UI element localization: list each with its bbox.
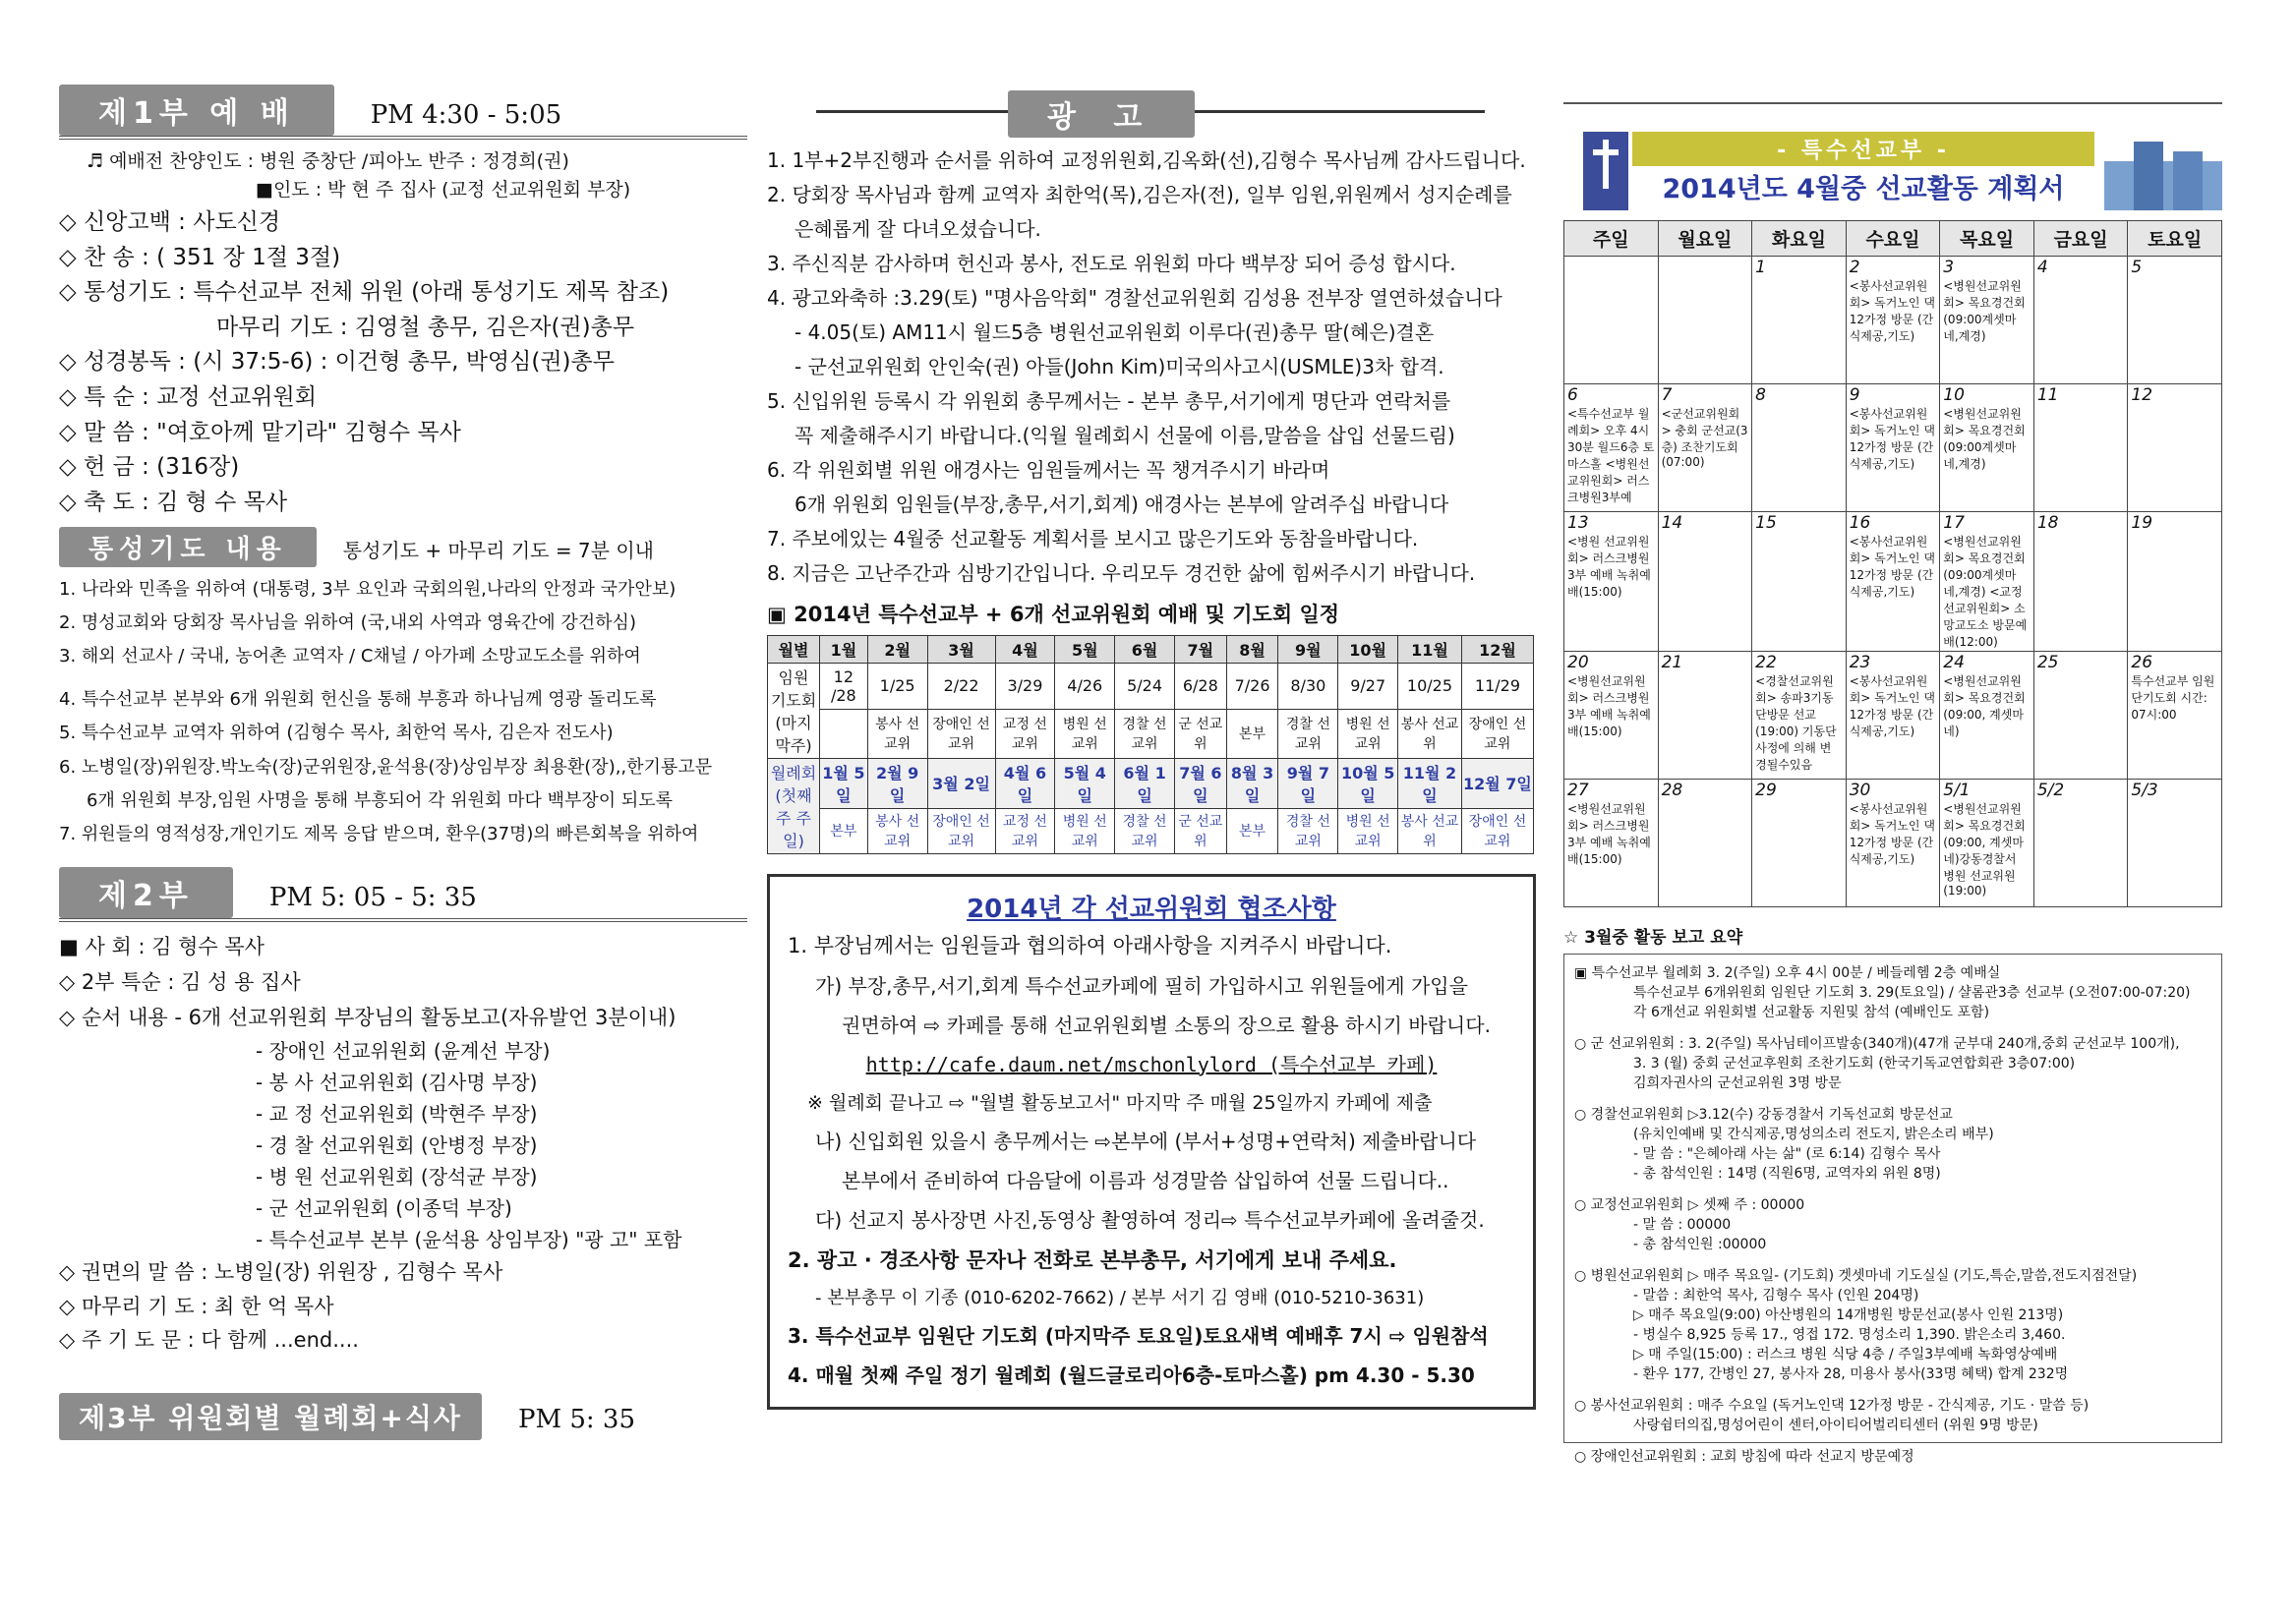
ad-item: 6. 각 위원회별 위원 애경사는 임원들께서는 꼭 챙겨주시기 바라며: [767, 458, 1330, 482]
summary-line: ○ 병원선교위원회 ▷ 매주 목요일- (기도회) 겟셋마네 기도실실 (기도,특순,말씀,전도지점전달): [1574, 1268, 2138, 1284]
calendar-date: 1: [1755, 258, 1766, 277]
benediction-line: ◇ 축 도 : 김 형 수 목사: [59, 490, 288, 515]
calendar-date: 5/3: [2131, 781, 2158, 800]
calendar-date: 14: [1661, 513, 1683, 533]
calendar-date: 30: [1849, 781, 1871, 800]
prayer-list: [59, 573, 747, 852]
schedule-monthly-date: 10월 5일: [1338, 758, 1398, 809]
schedule-title: ▣ 2014년 특수선교부 + 6개 선교위원회 예배 및 기도회 일정: [767, 603, 1340, 626]
calendar-week-row: [1564, 384, 2222, 512]
calendar-date: 5/2: [2036, 781, 2065, 800]
calendar-date: 10: [1943, 385, 1965, 405]
ad-item: - 군선교위원회 안인숙(권) 아들(John Kim)미국의사고시(USMLE)3차 합격.: [795, 355, 1444, 378]
committee-item: - 장애인 선교위원회 (윤계선 부장): [256, 1039, 551, 1064]
summary-line: 사랑쉼터의집,명성어린이 센터,아이티어벌리티센터 (위원 9명 방문): [1633, 1418, 2038, 1433]
sermon-line: ◇ 말 씀 : "여호아께 맡기라" 김형수 목사: [59, 419, 461, 445]
coop-item: 1. 부장님께서는 임원들과 협의하여 아래사항을 지켜주시 바랍니다.: [788, 933, 1392, 957]
schedule-prayer-date: 2/22: [927, 663, 995, 709]
prayer-title: 통성기도 내용: [59, 527, 317, 567]
schedule-prayer-committee: 경찰 선교위: [1278, 709, 1338, 758]
coop-item: - 본부총무 이 기종 (010-6202-7662) / 본부 서기 김 영배 (010-5210-3631): [815, 1287, 1425, 1308]
part2-title: 제2부: [59, 867, 233, 918]
schedule-prayer-date: 12 /28: [820, 663, 868, 709]
calendar-cell: [1846, 652, 1940, 780]
summary-line: - 환우 177, 간병인 27, 봉사자 28, 미용사 봉사(33명 혜택) 합계 232명: [1633, 1366, 2069, 1382]
calendar-cell: [1752, 780, 1847, 907]
calendar-header-row: [1564, 221, 2222, 257]
summary-item: [1574, 1395, 2211, 1434]
calendar-date: 18: [2036, 513, 2059, 533]
calendar-cell: [1940, 780, 2034, 907]
calendar-date: 6: [1567, 385, 1578, 405]
calendar-title: 2014년도 4월중 선교활동 계획서: [1662, 174, 2065, 204]
schedule-header-label: 월별: [768, 635, 820, 663]
schedule-monthly-date: 12월 7일: [1461, 758, 1533, 809]
schedule-monthly-committee: 병원 선교위: [1338, 809, 1398, 853]
calendar-date: 5: [2131, 258, 2143, 277]
calendar-day-header: 월요일: [1658, 221, 1752, 257]
calendar-event: <병원선교위원회> 목요경건회 (09:00계셋마네,계경): [1943, 407, 2026, 471]
calendar-date: 11: [2036, 385, 2059, 405]
summary-item: [1574, 1104, 2211, 1183]
calendar-date: 21: [1661, 653, 1683, 672]
schedule-prayer-date: 8/30: [1278, 663, 1338, 709]
calendar-cell: [1564, 780, 1659, 907]
scripture-line: ◇ 성경봉독 : (시 37:5-6) : 이건형 총무, 박영심(권)총무: [59, 349, 615, 376]
schedule-monthly-committee: 봉사 선교위: [1398, 809, 1462, 853]
summary-item: [1574, 1446, 2211, 1466]
calendar-date: 27: [1567, 781, 1589, 800]
calendar-cell: [1752, 512, 1847, 652]
column-middle: [767, 0, 1544, 1623]
calendar-event: <병원선교위원회> 러스크병원 3부 예배 녹취예배(15:00): [1567, 674, 1651, 738]
calendar-date: 3: [1943, 258, 1955, 277]
calendar-date: 24: [1943, 653, 1965, 672]
calendar-cell: [2128, 780, 2222, 907]
schedule-monthly-date: 3월 2일: [927, 758, 995, 809]
calendar-date: 23: [1849, 653, 1871, 672]
calendar-event: 특수선교부 임원단기도회 시간: 07시:00: [2131, 674, 2215, 722]
calendar-date: 2: [1849, 258, 1860, 277]
summary-line: - 총 참석인원 :00000: [1633, 1237, 1767, 1252]
schedule-month: 1월: [820, 635, 868, 663]
schedule-prayer-committee: 경찰 선교위: [1115, 709, 1175, 758]
calendar-week-row: [1564, 652, 2222, 780]
summary-line: (유치인예배 및 간식제공,명성의소리 전도지, 밝은소리 배부): [1633, 1127, 1994, 1142]
summary-line: ○ 장애인선교위원회 : 교회 방침에 따라 선교지 방문예정: [1574, 1449, 1914, 1465]
coop-list: [788, 925, 1515, 1395]
calendar-cell: [1564, 384, 1659, 512]
calendar-cell: [1658, 512, 1752, 652]
part1-header: [59, 85, 747, 140]
schedule-prayer-committee: 봉사 선교위: [1398, 709, 1462, 758]
calendar-day-header: 금요일: [2033, 221, 2128, 257]
final-prayer-line: ◇ 마무리 기 도 : 최 한 억 목사: [59, 1294, 334, 1318]
schedule-monthly-committee: 병원 선교위: [1055, 809, 1115, 853]
summary-item: [1574, 1265, 2211, 1383]
coop-title: 2014년 각 선교위원회 협조사항: [967, 894, 1336, 924]
calendar-event: <봉사선교위원회> 독거노인 댁 12가정 방문 (간식제공,기도): [1849, 802, 1935, 866]
part1-title: 제1부 예 배: [59, 85, 334, 136]
summary-item: [1574, 1033, 2211, 1092]
coop-item: 본부에서 준비하여 다음달에 이름과 성경말씀 삽입하여 선물 드립니다..: [842, 1168, 1449, 1192]
calendar-day-header: 목요일: [1940, 221, 2034, 257]
calendar-cell: [2033, 384, 2128, 512]
schedule-prayer-committee: [820, 709, 868, 758]
summary-line: 특수선교부 6개위원회 임원단 기도회 3. 29(토요일) / 샬롬관3층 선교부 (오전07:00-07:20): [1633, 985, 2191, 1001]
schedule-header-row: [768, 635, 1534, 663]
schedule-prayer-committee: 병원 선교위: [1055, 709, 1115, 758]
committee-item: - 병 원 선교위원회 (장석균 부장): [256, 1165, 538, 1189]
calendar-cell: [2033, 257, 2128, 384]
special-line: ◇ 특 순 : 교정 선교위원회: [59, 384, 317, 411]
committee-item: - 교 정 선교위원회 (박현주 부장): [256, 1102, 538, 1127]
summary-box: [1563, 954, 2222, 1465]
calendar-cell: [2033, 780, 2128, 907]
schedule-prayer-committee: 교정 선교위: [995, 709, 1055, 758]
calendar-cell: [2128, 384, 2222, 512]
summary-line: ▷ 매주 목요일(9:00) 아산병원의 14개병원 방문선교(봉사 인원 213명): [1633, 1307, 2064, 1323]
prayer-item: 7. 위원들의 영적성장,개인기도 제목 응답 받으며, 환우(37명)의 빠른회복을 위하여: [59, 823, 699, 844]
calendar-cell: [1658, 384, 1752, 512]
prayer-item: 6. 노병일(장)위원장.박노숙(장)군위원장,윤석용(장)상임부장 최용환(장),,한기룡고문: [59, 756, 713, 778]
coop-item: 나) 신입회원 있을시 총무께서는 ⇨본부에 (부서+성명+연락처) 제출바랍니다: [815, 1129, 1477, 1153]
calendar-cell: [2128, 652, 2222, 780]
schedule-monthly-committee: 경찰 선교위: [1115, 809, 1175, 853]
schedule-monthly-committee: 장애인 선교위: [927, 809, 995, 853]
calendar-cell: [2128, 257, 2222, 384]
creed-line: ◇ 신앙고백 : 사도신경: [59, 208, 281, 235]
schedule-monthly-committee: 장애인 선교위: [1461, 809, 1533, 853]
schedule-prayer-committee: 군 선교위: [1174, 709, 1226, 758]
calendar-event: <병원선교위원회> 목요경건회 (09:00, 계셋마네)강동경찰서 병원 선교위원 (19:00): [1943, 802, 2026, 898]
column-left: [59, 0, 747, 1623]
summary-line: 3. 3 (월) 중회 군선교후원회 조찬기도회 (한국기독교연합회관 3층07:00): [1633, 1056, 2076, 1072]
schedule-month: 4월: [995, 635, 1055, 663]
calendar-event: <병원선교위원회> 러스크병원 3부 예배 녹취예배(15:00): [1567, 802, 1651, 866]
ad-item: 꼭 제출해주시기 바랍니다.(익월 월례회시 선물에 이름,말씀을 삽입 선물드림): [795, 424, 1455, 447]
committee-item: - 특수선교부 본부 (윤석용 상임부장) "광 고" 포함: [256, 1228, 682, 1252]
ad-item: 은혜롭게 잘 다녀오셨습니다.: [795, 217, 1041, 241]
coop-item: 4. 매월 첫째 주일 정기 월례회 (월드글로리아6층-토마스홀) pm 4.30 - 5.30: [788, 1362, 1475, 1387]
ads-header: [767, 90, 1544, 135]
lords-prayer-line: ◇ 주 기 도 문 : 다 함께 ...end....: [59, 1328, 359, 1353]
schedule-prayer-committee: 병원 선교위: [1338, 709, 1398, 758]
summary-item: [1574, 962, 2211, 1021]
calendar-date: 25: [2036, 653, 2059, 672]
schedule-prayer-date: 7/26: [1226, 663, 1278, 709]
calendar-cell: [2033, 652, 2128, 780]
schedule-month: 12월: [1461, 635, 1533, 663]
calendar-event: <병원선교위원회> 목요경건회 (09:00계셋마네,계경) <교정선교위원회> 소망교도소 방문예배(12:00): [1943, 535, 2028, 649]
schedule-month: 2월: [867, 635, 927, 663]
schedule-monthly-date: 4월 6일: [995, 758, 1055, 809]
part3-header: [59, 1393, 747, 1440]
schedule-month: 7월: [1174, 635, 1226, 663]
schedule-month: 10월: [1338, 635, 1398, 663]
calendar-date: 8: [1755, 385, 1766, 405]
ad-item: 6개 위원회 임원들(부장,총무,서기,회계) 애경사는 본부에 알려주십 바랍니다: [795, 493, 1449, 516]
schedule-prayer-committee: 본부: [1226, 709, 1278, 758]
calendar-event: <경찰선교위원회> 송파3기동단방문 선교(19:00) 기동단 사정에 의해 변경될수있음: [1755, 674, 1837, 772]
host-line: ■ 사 회 : 김 형수 목사: [59, 935, 265, 959]
ad-item: 1. 1부+2부진행과 순서를 위하여 교정위원회,김옥화(선),김형수 목사님께 감사드립니다.: [767, 148, 1526, 172]
summary-title: ☆ 3월중 활동 보고 요약: [1563, 928, 1743, 948]
calendar-cell: [1564, 257, 1659, 384]
schedule-month: 5월: [1055, 635, 1115, 663]
content-line: ◇ 순서 내용 - 6개 선교위원회 부장님의 활동보고(자유발언 3분이내): [59, 1005, 677, 1029]
schedule-prayer-date: 4/26: [1055, 663, 1115, 709]
schedule-prayer-committee: 장애인 선교위: [927, 709, 995, 758]
schedule-monthly-date: 6월 1일: [1115, 758, 1175, 809]
calendar-cell: [1846, 257, 1940, 384]
calendar-table: [1563, 220, 2222, 907]
prayer-line: ◇ 통성기도 : 특수선교부 전체 위원 (아래 통성기도 제목 참조): [59, 279, 670, 306]
prayer-item: 6개 위원회 부장,임원 사명을 통해 부흥되어 각 위원회 마다 백부장이 되도록: [87, 789, 674, 811]
schedule-month: 11월: [1398, 635, 1462, 663]
cafe-link[interactable]: http://cafe.daum.net/mschonlylord (특수선교부 카페): [865, 1052, 1438, 1076]
schedule-month: 9월: [1278, 635, 1338, 663]
schedule-monthly-committee: 본부: [820, 809, 868, 853]
coop-item: ※ 월례회 끝나고 ⇨ "월별 활동보고서" 마지막 주 매월 25일까지 카페에 제출: [807, 1091, 1433, 1114]
calendar-event: <봉사선교위원회> 독거노인 댁 12가정 방문 (간식제공,기도): [1849, 407, 1935, 471]
prayer-item: 4. 특수선교부 본부와 6개 위원회 헌신을 통해 부흥과 하나님께 영광 돌리도록: [59, 689, 657, 711]
ad-item: 4. 광고와축하 :3.29(토) "명사음악회" 경찰선교위원회 김성용 전부장 열연하셨습니다: [767, 286, 1502, 310]
church-icon: [2104, 132, 2222, 210]
calendar-cell: [1658, 652, 1752, 780]
summary-line: ○ 봉사선교위원회 : 매주 수요일 (독거노인댁 12가정 방문 - 간식제공, 기도 · 말씀 등): [1574, 1398, 2090, 1414]
calendar-date: 7: [1661, 385, 1673, 405]
summary-line: ▣ 특수선교부 월례회 3. 2(주일) 오후 4시 00분 / 베들레헴 2층 예배실: [1574, 965, 2001, 981]
schedule-monthly-date: 5월 4일: [1055, 758, 1115, 809]
schedule-monthly-committee: 봉사 선교위: [867, 809, 927, 853]
calendar-day-header: 수요일: [1846, 221, 1940, 257]
calendar-cell: [1940, 257, 2034, 384]
cross-icon: [1583, 132, 1628, 210]
calendar-cell: [1940, 384, 2034, 512]
schedule-monthly-committee: 본부: [1226, 809, 1278, 853]
schedule-monthly-date: 2월 9일: [867, 758, 927, 809]
ad-item: 5. 신입위원 등록시 각 위원회 총무께서는 - 본부 총무,서기에게 명단과 연락처를: [767, 389, 1451, 413]
schedule-prayer-date: 1/25: [867, 663, 927, 709]
calendar-event: <특수선교부 월례회> 오후 4시30분 월드6층 토마스홀 <병원선교위원회> 러스크병원3부예: [1567, 407, 1655, 504]
calendar-header: [1563, 132, 2222, 220]
summary-line: ○ 군 선교위원회 : 3. 2(주일) 목사님테이프발송(340개)(47개 군부대 240개,중회 군선교부 100개),: [1574, 1036, 2180, 1052]
part2-header: [59, 867, 747, 922]
calendar-cell: [1658, 780, 1752, 907]
schedule-monthly-date: 7월 6일: [1174, 758, 1226, 809]
calendar-cell: [1752, 384, 1847, 512]
schedule-monthly-date: 9월 7일: [1278, 758, 1338, 809]
calendar-date: 16: [1849, 513, 1871, 533]
calendar-cell: [1752, 257, 1847, 384]
schedule-prayer-date: 9/27: [1338, 663, 1398, 709]
column-right: [1563, 0, 2222, 1623]
schedule-row-monthly-committee: [768, 809, 1534, 853]
ads-list: [767, 144, 1544, 591]
calendar-date: 20: [1567, 653, 1589, 672]
offering-line: ◇ 헌 금 : (316장): [59, 454, 240, 481]
calendar-date: 26: [2131, 653, 2153, 672]
committee-item: - 봉 사 선교위원회 (김사명 부장): [256, 1071, 538, 1095]
calendar-date: 5/1: [1943, 781, 1971, 800]
coop-item: 3. 특수선교부 임원단 기도회 (마지막주 토요일)토요새벽 예배후 7시 ⇨ 임원참석: [788, 1323, 1489, 1348]
calendar-date: 28: [1661, 781, 1683, 800]
summary-line: ○ 교정선교위원회 ▷ 셋째 주 : 00000: [1574, 1197, 1805, 1213]
calendar-cell: [1940, 652, 2034, 780]
schedule-monthly-committee: 교정 선교위: [995, 809, 1055, 853]
calendar-date: 22: [1755, 653, 1777, 672]
ad-item: - 4.05(토) AM11시 월드5층 병원선교위원회 이루다(권)총무 딸(혜은)결혼: [795, 320, 1435, 344]
prayer-item: 1. 나라와 민족을 위하여 (대통령, 3부 요인과 국회의원,나라의 안정과 국가안보): [59, 578, 677, 600]
calendar-event: <병원선교위원회> 목요경건회 (09:00, 계셋마네): [1943, 674, 2026, 738]
part3-time: PM 5: 35: [517, 1405, 635, 1435]
calendar-cell: [1658, 257, 1752, 384]
calendar-date: 13: [1567, 513, 1589, 533]
calendar-week-row: [1564, 512, 2222, 652]
calendar-cell: [1940, 512, 2034, 652]
schedule-monthly-date: 11월 2일: [1398, 758, 1462, 809]
coop-item: 다) 선교지 봉사장면 사진,동영상 촬영하여 정리⇨ 특수선교부카페에 올려줄것.: [815, 1207, 1485, 1232]
coop-item: 2. 광고 · 경조사항 문자나 전화로 본부총무, 서기에게 보내 주세요.: [788, 1247, 1397, 1272]
prayer-item: 2. 명성교회와 당회장 목사님을 위하여 (국,내외 사역과 영육간에 강건하심): [59, 611, 636, 633]
calendar-date: 17: [1943, 513, 1965, 533]
prayer-header: [59, 527, 747, 567]
summary-line: 김희자권사의 군선교위원 3명 방문: [1633, 1075, 1842, 1091]
schedule-monthly-committee: 군 선교위: [1174, 809, 1226, 853]
calendar-cell: [1564, 652, 1659, 780]
committee-item: - 경 찰 선교위원회 (안병정 부장): [256, 1133, 538, 1158]
schedule-monthly-committee: 경찰 선교위: [1278, 809, 1338, 853]
calendar-date: 9: [1849, 385, 1860, 405]
ad-item: 2. 당회장 목사님과 함께 교역자 최한억(목),김은자(전), 일부 임원,위원께서 성지순례를: [767, 183, 1512, 206]
schedule-prayer-date: 6/28: [1174, 663, 1226, 709]
part2-time: PM 5: 05 - 5: 35: [268, 883, 477, 913]
calendar-event: <군선교위원회> 충회 군선교(3층) 조찬기도회(07:00): [1661, 407, 1748, 469]
calendar-date: 15: [1755, 513, 1777, 533]
calendar-date: 29: [1755, 781, 1777, 800]
schedule-prayer-committee: 봉사 선교위: [867, 709, 927, 758]
calendar-week-row: [1564, 780, 2222, 907]
committee-item: - 군 선교위원회 (이종덕 부장): [256, 1196, 512, 1221]
calendar-event: <봉사선교위원회> 독거노인 댁 12가정 방문 (간식제공,기도): [1849, 535, 1935, 599]
coop-item: 가) 부장,총무,서기,회계 특수선교카페에 필히 가입하시고 위원들에게 가입을: [815, 973, 1468, 998]
calendar-day-header: 토요일: [2128, 221, 2222, 257]
schedule-month: 8월: [1226, 635, 1278, 663]
schedule-prayer-date: 5/24: [1115, 663, 1175, 709]
coop-box: [767, 874, 1536, 1410]
schedule-prayer-date: 10/25: [1398, 663, 1462, 709]
calendar-date: 19: [2131, 513, 2153, 533]
summary-line: 각 6개선교 위원회별 선교활동 지원및 참석 (예배인도 포함): [1633, 1005, 1990, 1020]
calendar-week-row: [1564, 257, 2222, 384]
part1-time: PM 4:30 - 5:05: [370, 100, 562, 130]
coop-item: 권면하여 ⇨ 카페를 통해 선교위원회별 소통의 장으로 활용 하시기 바랍니다.: [842, 1013, 1491, 1037]
ad-item: 8. 지금은 고난주간과 심방기간입니다. 우리모두 경건한 삶에 힘써주시기 바랍니다.: [767, 561, 1476, 585]
calendar-day-header: 주일: [1564, 221, 1659, 257]
summary-line: - 병실수 8,925 등록 17., 영접 172. 명성소리 1,390. 밝은소리 3,460.: [1633, 1327, 2066, 1343]
calendar-cell: [2033, 512, 2128, 652]
part2-order: [59, 930, 747, 1358]
prayer-item: 3. 해외 선교사 / 국내, 농어촌 교역자 / C채널 / 아가페 소망교도소를 위하여: [59, 646, 641, 667]
schedule-prayer-committee: 장애인 선교위: [1461, 709, 1533, 758]
calendar-event: <봉사선교위원회> 독거노인 댁 12가정 방문 (간식제공,기도): [1849, 674, 1935, 738]
part1-order: [59, 147, 747, 521]
prayer-note: 통성기도 + 마무리 기도 = 7분 이내: [342, 538, 654, 562]
schedule-prayer-date: 3/29: [995, 663, 1055, 709]
calendar-date: 12: [2131, 385, 2153, 405]
schedule-monthly-date: 8월 3일: [1226, 758, 1278, 809]
schedule-monthly-label: 월례회 (첫째 주 주일): [768, 758, 820, 853]
summary-line: ○ 경찰선교위원회 ▷3.12(수) 강동경찰서 기독선교회 방문선교: [1574, 1107, 1953, 1123]
summary-line: - 말 씀 : "은혜아래 사는 삶" (로 6:14) 김형수 목사: [1633, 1146, 1941, 1162]
calendar-date: 4: [2036, 258, 2048, 277]
calendar-event: <병원 선교위원회> 러스크병원 3부 예배 녹취예배(15:00): [1567, 535, 1651, 599]
ad-item: 3. 주신직분 감사하며 헌신과 봉사, 전도로 위원회 마다 백부장 되어 증성 합시다.: [767, 252, 1456, 275]
committee-list: [59, 1035, 747, 1255]
calendar-badge: - 특수선교부 -: [1632, 132, 2094, 166]
summary-line: ▷ 매 주일(15:00) : 러스크 병원 식당 4층 / 주일3부예배 녹화영상예배: [1633, 1347, 2058, 1362]
summary-line: - 총 참석인원 : 14명 (직원6명, 교역자외 위원 8명): [1633, 1166, 1941, 1182]
schedule-row-monthly: [768, 758, 1534, 809]
schedule-table: [767, 635, 1534, 854]
calendar-cell: [1846, 512, 1940, 652]
hymn-line: ◇ 찬 송 : ( 351 장 1절 3절): [59, 244, 341, 270]
calendar-event: <봉사선교위원회> 독거노인 댁 12가정 방문 (간식제공,기도): [1849, 279, 1935, 343]
schedule-month: 6월: [1115, 635, 1175, 663]
ad-item: 7. 주보에있는 4월중 선교활동 계획서를 보시고 많은기도와 동참을바랍니다.: [767, 527, 1419, 551]
closing-prayer-line: 마무리 기도 : 김영철 총무, 김은자(권)총무: [216, 314, 635, 340]
special2-line: ◇ 2부 특순 : 김 성 용 집사: [59, 969, 301, 994]
summary-line: - 말씀 : 최한억 목사, 김형수 목사 (인원 204명): [1633, 1288, 1919, 1304]
calendar-cell: [1564, 512, 1659, 652]
schedule-month: 3월: [927, 635, 995, 663]
summary-line: - 말 씀 : 00000: [1633, 1217, 1732, 1233]
schedule-prayer-date: 11/29: [1461, 663, 1533, 709]
ads-title: 광 고: [1008, 90, 1195, 138]
calendar-cell: [1846, 384, 1940, 512]
calendar-cell: [2128, 512, 2222, 652]
calendar-cell: [1752, 652, 1847, 780]
calendar-event: <병원선교위원회> 목요경건회 (09:00계셋마네,계경): [1943, 279, 2026, 343]
summary-item: [1574, 1194, 2211, 1253]
leader-line: ■인도 : 박 현 주 집사 (교정 선교위원회 부장): [256, 179, 631, 202]
prayer-item: 5. 특수선교부 교역자 위하여 (김형수 목사, 최한억 목사, 김은자 전도사): [59, 723, 614, 744]
schedule-prayer-label: 임원 기도회 (마지막주): [768, 663, 820, 758]
calendar-cell: [1846, 780, 1940, 907]
exhortation-line: ◇ 권면의 말 씀 : 노병일(장) 위원장 , 김형수 목사: [59, 1260, 503, 1285]
schedule-row-prayer: [768, 663, 1534, 709]
praise-line: ♬ 예배전 찬양인도 : 병원 중창단 /피아노 반주 : 정경희(권): [87, 150, 569, 172]
part3-title: 제3부 위원회별 월례회+식사: [59, 1393, 482, 1440]
schedule-monthly-date: 1월 5일: [820, 758, 868, 809]
calendar-day-header: 화요일: [1752, 221, 1847, 257]
schedule-row-prayer-committee: [768, 709, 1534, 758]
